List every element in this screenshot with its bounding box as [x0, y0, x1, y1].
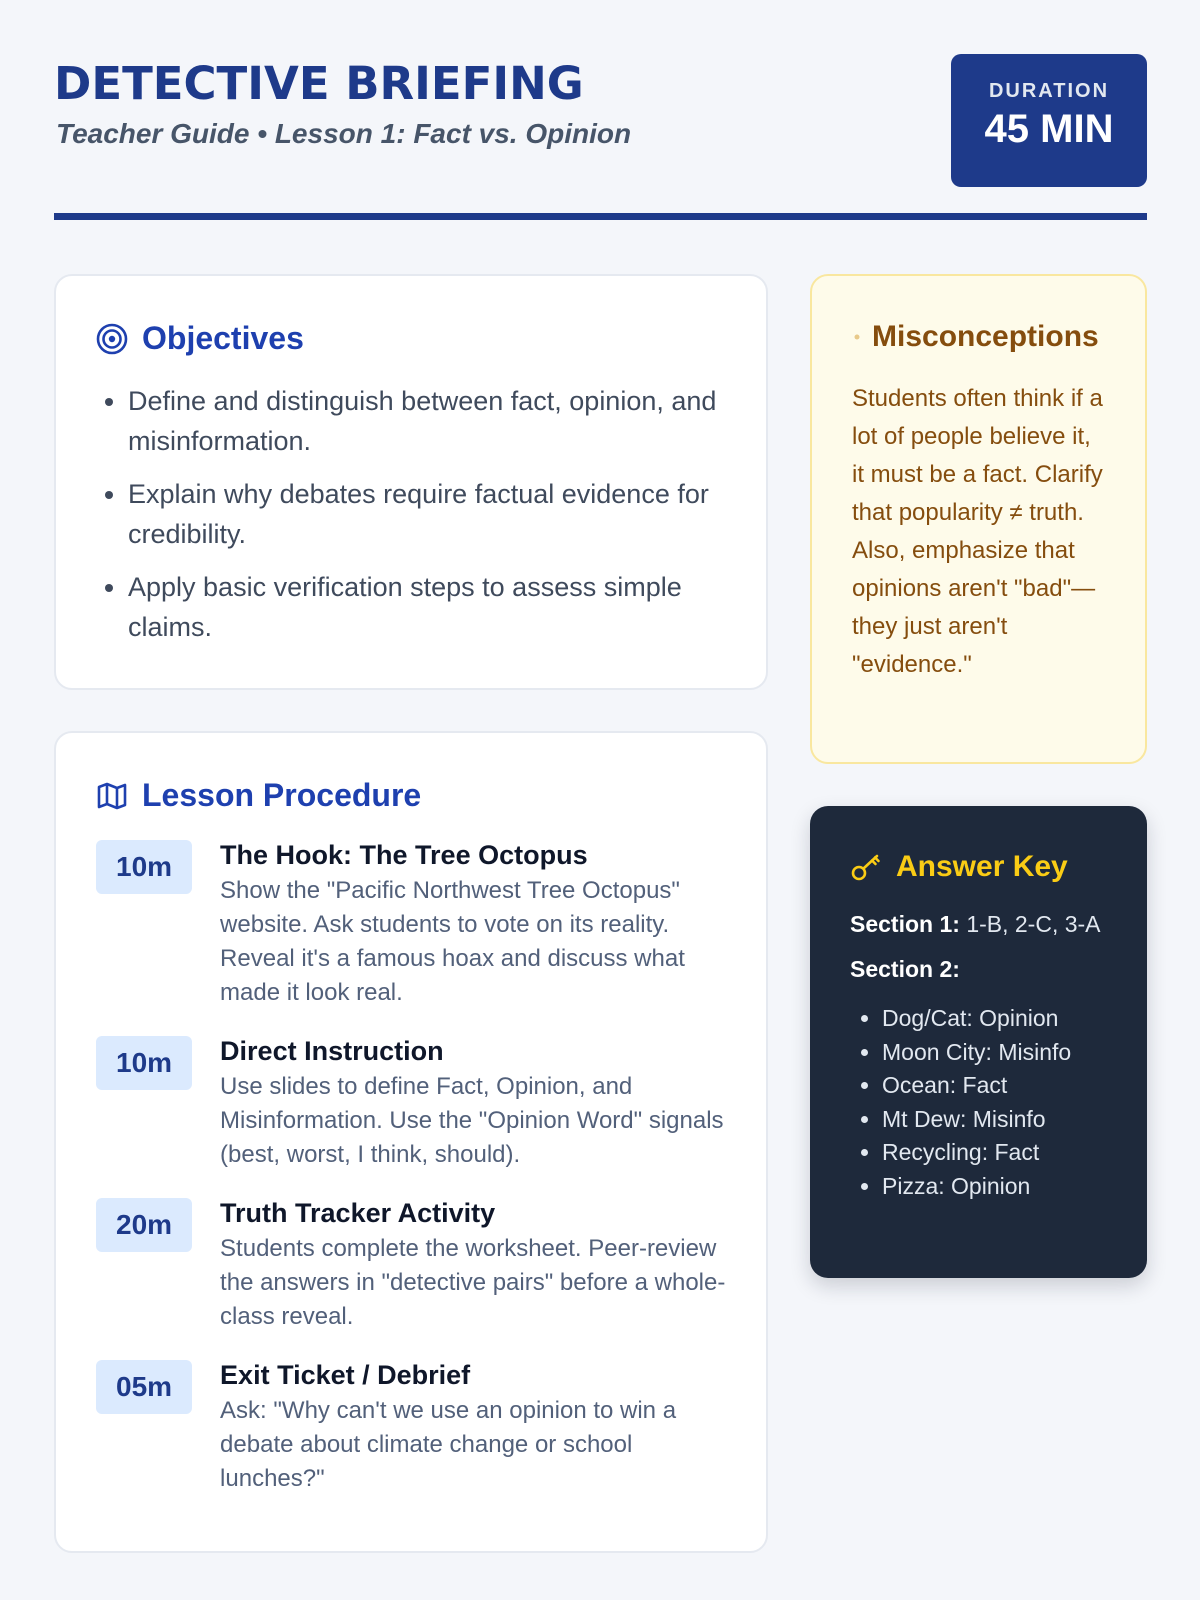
answer-key-title: Answer Key	[896, 850, 1068, 883]
section-1-label: Section 1:	[850, 911, 960, 937]
step-time-badge: 10m	[96, 1036, 192, 1090]
section-2-answers	[850, 953, 1111, 986]
step-time-badge: 10m	[96, 840, 192, 894]
step-description: Use slides to define Fact, Opinion, and Misinformation. Use the "Opinion Word" signals (best, worst, I think, should).	[220, 1073, 724, 1168]
duration-label: DURATION	[988, 80, 1110, 102]
misconceptions-text: Students often think if a lot of people believe it, it must be a fact. Clarify that popularity ≠ truth. Also, emphasize that opinions aren't "bad"—they just aren't "evidence."	[852, 385, 1103, 678]
objectives-title: Objectives	[142, 320, 304, 356]
objectives-heading	[96, 320, 726, 357]
misconceptions-heading	[852, 320, 1107, 354]
procedure-step	[96, 1034, 726, 1172]
section-2-list	[850, 1002, 1111, 1203]
answer-item: • Recycling: Fact	[882, 1136, 1111, 1170]
duration-value: 45 MIN	[984, 107, 1114, 151]
step-title: The Hook: The Tree Octopus	[220, 840, 588, 870]
header-divider	[54, 213, 1147, 220]
duration-badge	[951, 54, 1147, 187]
target-icon	[96, 323, 128, 355]
procedure-step	[96, 838, 726, 1010]
procedure-heading	[96, 777, 726, 814]
step-title: Direct Instruction	[220, 1036, 444, 1066]
answer-item: • Dog/Cat: Opinion	[882, 1002, 1111, 1036]
answer-key-card	[810, 806, 1147, 1278]
procedure-title: Lesson Procedure	[142, 777, 422, 813]
section-1-answers	[850, 908, 1111, 941]
objective-item: • Explain why debates require factual evidence for credibility.	[128, 474, 726, 554]
answer-item: • Moon City: Misinfo	[882, 1036, 1111, 1070]
step-title: Exit Ticket / Debrief	[220, 1360, 471, 1390]
step-time-badge: 05m	[96, 1360, 192, 1414]
procedure-step	[96, 1196, 726, 1334]
section-1-value: 1-B, 2-C, 3-A	[966, 911, 1101, 937]
procedure-step	[96, 1358, 726, 1496]
answer-item: • Ocean: Fact	[882, 1069, 1111, 1103]
map-icon	[96, 780, 128, 812]
header	[54, 54, 1147, 220]
objective-item: • Apply basic verification steps to assess simple claims.	[128, 567, 726, 647]
step-title: Truth Tracker Activity	[220, 1198, 496, 1228]
page-subtitle: Teacher Guide • Lesson 1: Fact vs. Opinion	[56, 118, 632, 149]
warning-dot-icon	[852, 332, 862, 342]
objective-item: • Define and distinguish between fact, opinion, and misinformation.	[128, 381, 726, 461]
step-time-badge: 20m	[96, 1198, 192, 1252]
procedure-card	[54, 731, 768, 1553]
misconceptions-card	[810, 274, 1147, 764]
answer-item: • Mt Dew: Misinfo	[882, 1103, 1111, 1137]
step-description: Show the "Pacific Northwest Tree Octopus" website. Ask students to vote on its reality. Reveal it's a famous hoax and discuss what made it look real.	[220, 877, 685, 1006]
section-2-label: Section 2:	[850, 956, 960, 982]
objectives-list	[96, 381, 726, 647]
page-title: DETECTIVE BRIEFING	[54, 57, 584, 110]
answer-key-heading	[850, 850, 1111, 884]
misconceptions-title: Misconceptions	[872, 320, 1099, 353]
step-description: Ask: "Why can't we use an opinion to win a debate about climate change or school lunches?"	[220, 1397, 677, 1492]
step-description: Students complete the worksheet. Peer-review the answers in "detective pairs" before a whole-class reveal.	[220, 1235, 726, 1330]
answer-item: • Pizza: Opinion	[882, 1170, 1111, 1204]
key-icon	[850, 851, 882, 883]
objectives-card	[54, 274, 768, 690]
